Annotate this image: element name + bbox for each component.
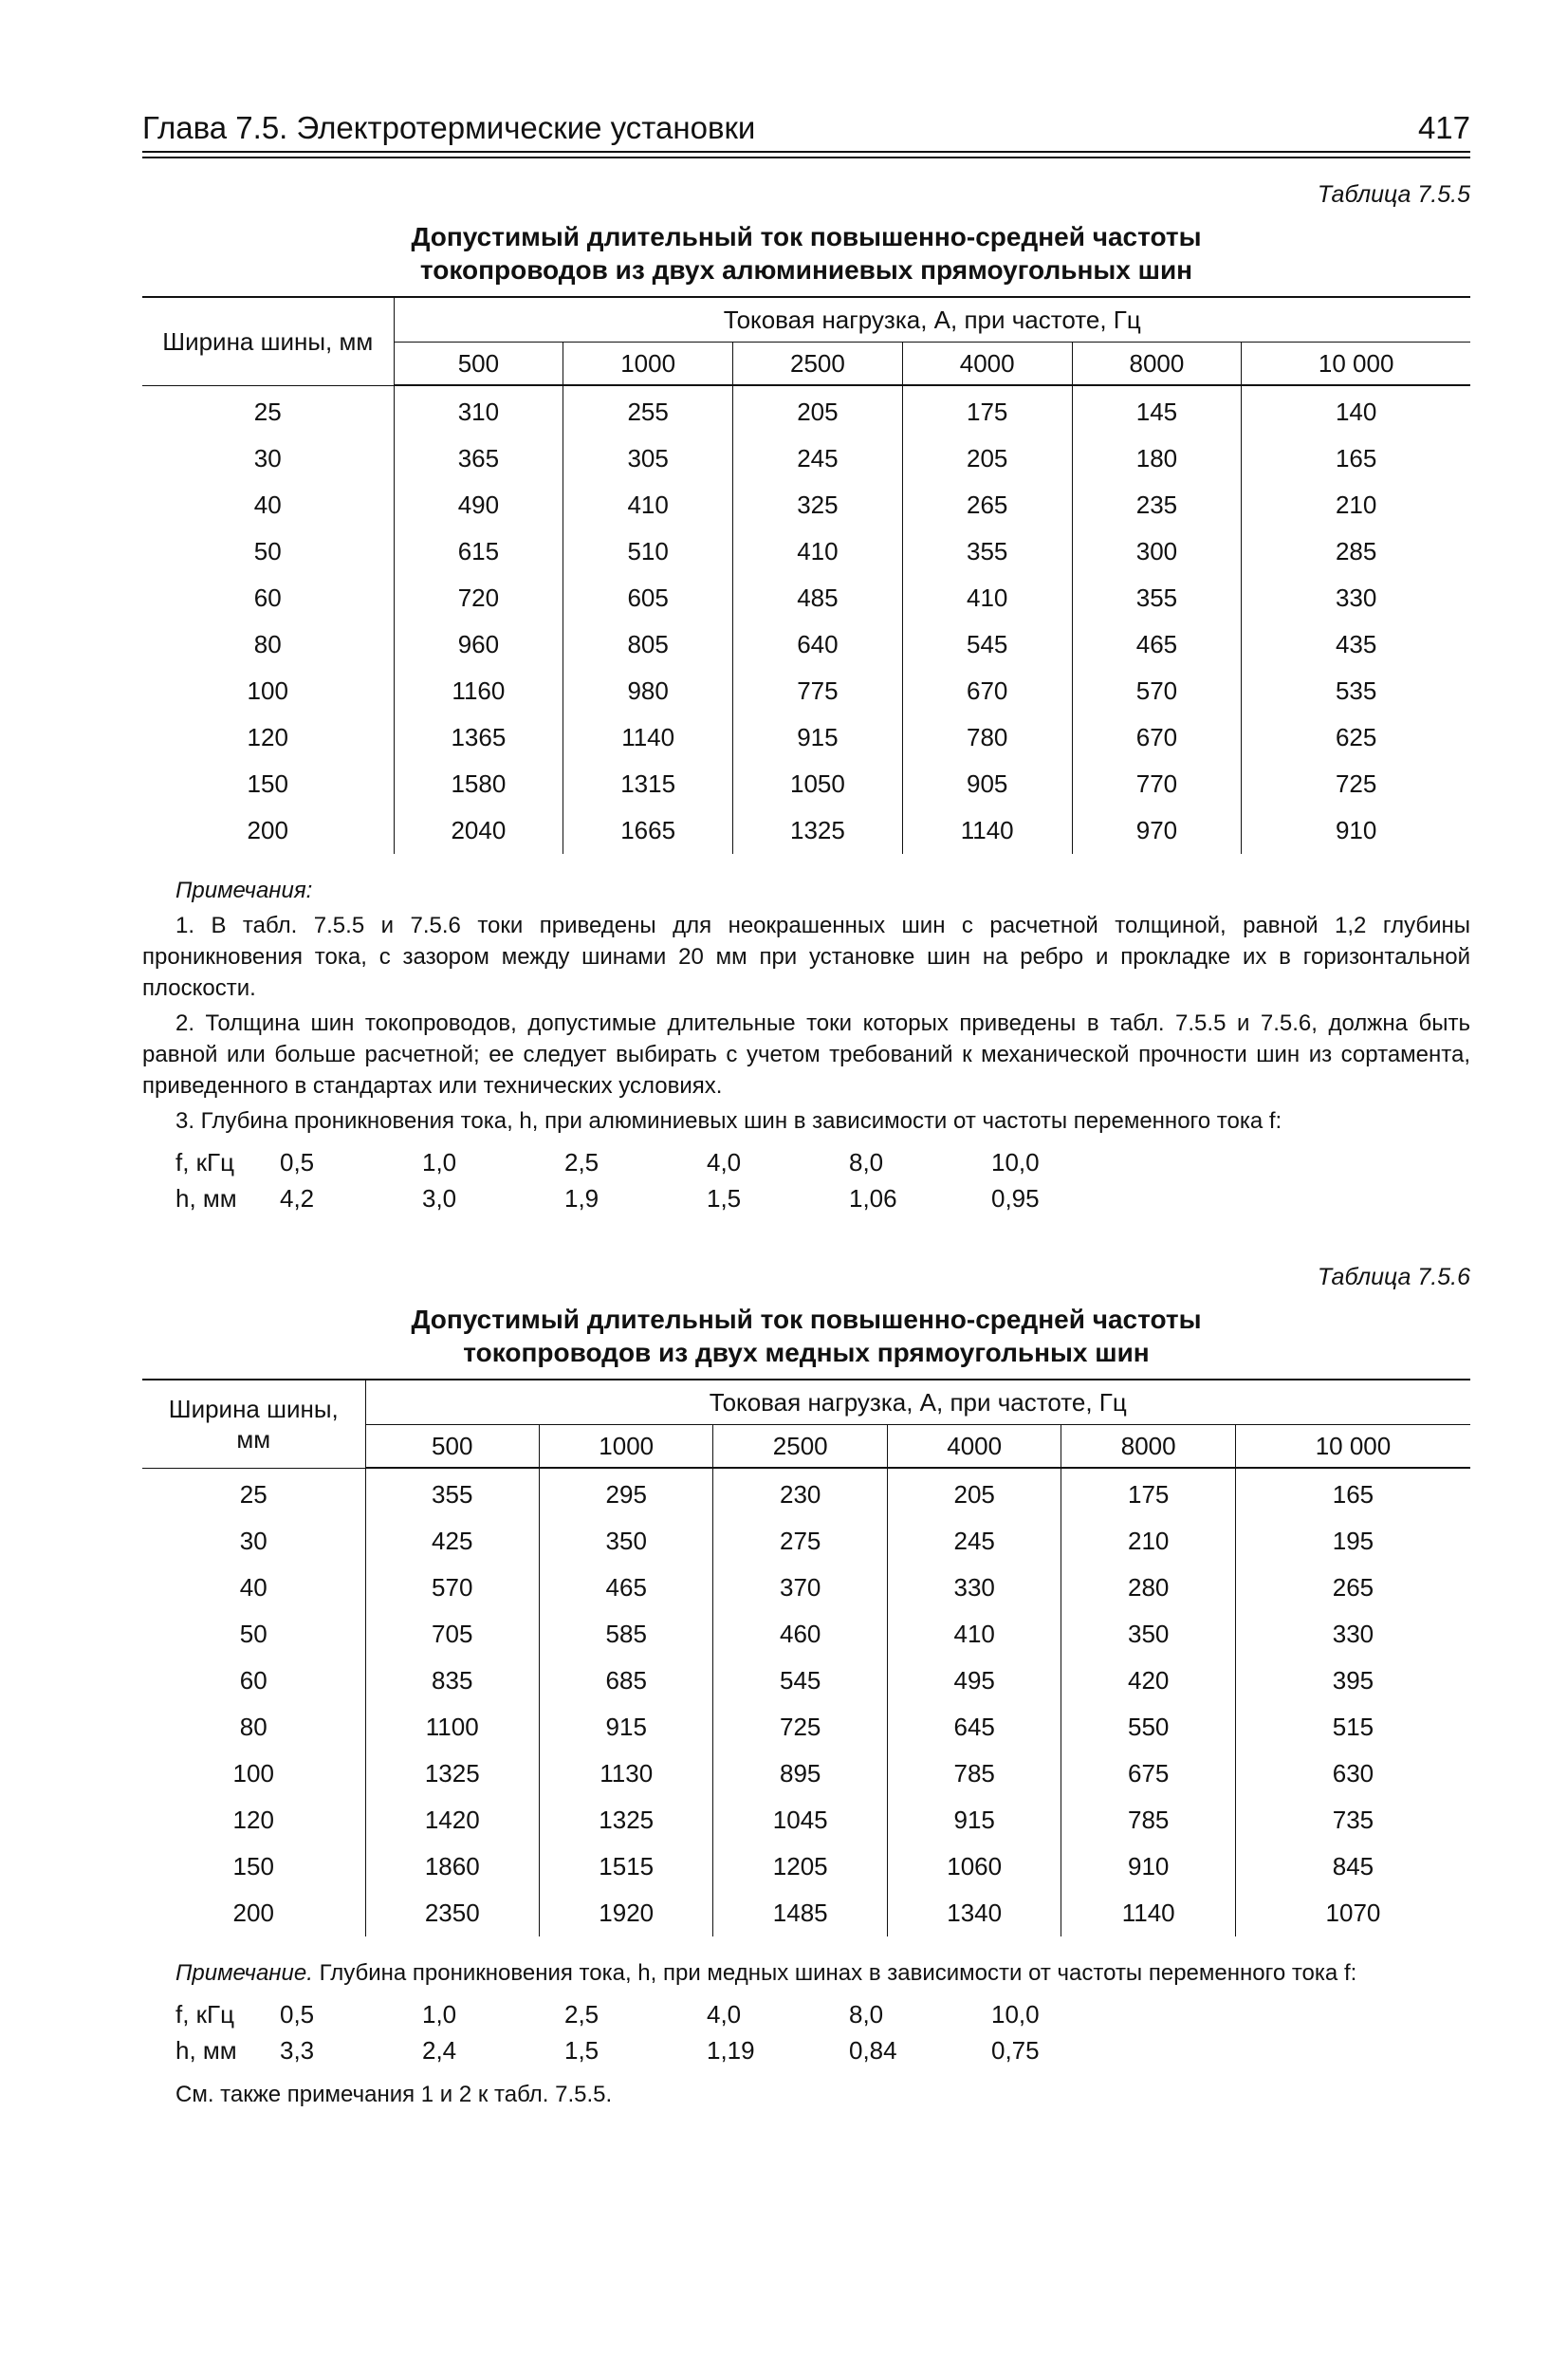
depth-label: f, кГц — [175, 1147, 235, 1176]
depth-value: 2,5 — [564, 1147, 600, 1176]
depth-label: h, мм — [175, 1183, 237, 1213]
current-cell: 970 — [1072, 807, 1242, 854]
width-cell: 60 — [142, 1658, 365, 1704]
table-row — [142, 1468, 1470, 1518]
current-cell: 495 — [887, 1658, 1061, 1704]
current-cell: 675 — [1061, 1751, 1235, 1797]
current-cell: 770 — [1072, 761, 1242, 807]
current-cell: 2040 — [394, 807, 563, 854]
current-cell: 835 — [365, 1658, 539, 1704]
depth-value: 0,95 — [991, 1183, 1040, 1213]
current-cell: 330 — [887, 1565, 1061, 1611]
width-cell: 50 — [142, 1611, 365, 1658]
depth-row-depth — [175, 2032, 1134, 2068]
notes-heading: Примечания: — [175, 878, 313, 903]
table-row — [142, 668, 1470, 714]
current-cell: 355 — [365, 1468, 539, 1518]
depth-value: 0,75 — [991, 2035, 1040, 2065]
depth-value: 0,5 — [280, 1147, 315, 1176]
table-row — [142, 1890, 1470, 1936]
width-cell: 80 — [142, 1704, 365, 1751]
current-cell: 980 — [563, 668, 733, 714]
current-cell: 1665 — [563, 807, 733, 854]
current-cell: 425 — [365, 1518, 539, 1565]
table-row — [142, 1658, 1470, 1704]
current-cell: 165 — [1332, 1480, 1374, 1509]
current-cell: 485 — [733, 575, 903, 621]
current-cell: 1325 — [539, 1797, 712, 1843]
frequency-header: 4000 — [902, 343, 1072, 386]
current-cell: 465 — [539, 1565, 712, 1611]
current-cell: 1130 — [539, 1751, 712, 1797]
table-row — [142, 621, 1470, 668]
table-row — [142, 714, 1470, 761]
current-cell: 845 — [1332, 1852, 1374, 1881]
current-cell: 1140 — [563, 714, 733, 761]
depth-value: 2,4 — [422, 2035, 457, 2065]
current-cell: 350 — [1061, 1611, 1235, 1658]
page-number: 417 — [1417, 110, 1470, 145]
depth-value: 3,0 — [422, 1183, 457, 1213]
current-cell: 1160 — [394, 668, 563, 714]
current-cell: 245 — [733, 435, 903, 482]
table-row — [142, 528, 1470, 575]
depth-value: 0,84 — [849, 2035, 897, 2065]
current-cell: 265 — [1332, 1573, 1374, 1602]
current-cell: 805 — [563, 621, 733, 668]
current-cell: 645 — [887, 1704, 1061, 1751]
depth-value: 1,0 — [422, 1999, 457, 2029]
current-cell: 775 — [733, 668, 903, 714]
current-cell: 545 — [902, 621, 1072, 668]
width-cell: 80 — [142, 621, 394, 668]
frequency-header: 2500 — [713, 1425, 887, 1469]
current-cell: 210 — [1335, 491, 1377, 519]
depth-label: h, мм — [175, 2035, 237, 2065]
current-cell: 410 — [733, 528, 903, 575]
depth-value: 1,06 — [849, 1183, 897, 1213]
table-row — [142, 1565, 1470, 1611]
table-row — [142, 1518, 1470, 1565]
current-cell: 670 — [902, 668, 1072, 714]
current-cell: 910 — [1061, 1843, 1235, 1890]
table-title — [142, 1303, 1470, 1369]
current-cell: 1050 — [733, 761, 903, 807]
width-column-header: Ширина шины, мм — [142, 1380, 365, 1468]
current-cell: 905 — [902, 761, 1072, 807]
table-row — [142, 1751, 1470, 1797]
current-cell: 175 — [1061, 1468, 1235, 1518]
current-cell: 355 — [902, 528, 1072, 575]
current-cell: 330 — [1335, 584, 1377, 612]
width-cell: 120 — [142, 714, 394, 761]
current-cell: 640 — [733, 621, 903, 668]
header-rule — [142, 151, 1470, 153]
width-cell: 100 — [142, 1751, 365, 1797]
depth-table-aluminium — [175, 1144, 1134, 1216]
current-cell: 165 — [1335, 444, 1377, 472]
current-cell: 1140 — [902, 807, 1072, 854]
current-cell: 720 — [394, 575, 563, 621]
current-cell: 515 — [1332, 1713, 1374, 1741]
current-cell: 915 — [539, 1704, 712, 1751]
current-cell: 235 — [1072, 482, 1242, 528]
book-page — [142, 109, 1470, 2108]
current-cell: 205 — [887, 1468, 1061, 1518]
current-cell: 1045 — [713, 1797, 887, 1843]
aluminium-current-table — [142, 296, 1470, 854]
depth-value: 8,0 — [849, 1999, 884, 2029]
table-title-line: токопроводов из двух медных прямоугольных шин — [463, 1338, 1150, 1367]
current-cell: 725 — [1335, 769, 1377, 798]
current-cell: 175 — [902, 385, 1072, 435]
depth-value: 1,5 — [707, 1183, 742, 1213]
current-cell: 785 — [1061, 1797, 1235, 1843]
current-cell: 435 — [1335, 630, 1377, 658]
note-copper — [175, 1957, 1470, 1989]
note-1: 1. В табл. 7.5.5 и 7.5.6 токи приведены для неокрашенных шин с расчетной толщиной, равной 1,2 глубины проникновения тока, с зазором между шинами 20 мм при установке шин на ребро и прокладке их в горизонтальной плоскости. — [142, 913, 1470, 1001]
depth-table-copper — [175, 1996, 1134, 2068]
depth-value: 4,0 — [707, 1147, 742, 1176]
depth-value: 0,5 — [280, 1999, 315, 2029]
frequency-header: 500 — [365, 1425, 539, 1469]
current-cell: 535 — [1335, 676, 1377, 705]
frequency-header: 4000 — [887, 1425, 1061, 1469]
table-row — [142, 1843, 1470, 1890]
width-cell: 60 — [142, 575, 394, 621]
current-cell: 1485 — [713, 1890, 887, 1936]
width-cell: 50 — [142, 528, 394, 575]
current-cell: 1140 — [1061, 1890, 1235, 1936]
current-cell: 570 — [1072, 668, 1242, 714]
depth-label: f, кГц — [175, 1999, 235, 2029]
current-cell: 585 — [539, 1611, 712, 1658]
current-cell: 630 — [1332, 1759, 1374, 1788]
depth-row-frequency — [175, 1996, 1134, 2032]
table-row — [142, 1704, 1470, 1751]
current-cell: 1365 — [394, 714, 563, 761]
depth-value: 1,5 — [564, 2035, 600, 2065]
width-column-header: Ширина шины, мм — [142, 297, 394, 385]
current-cell: 265 — [902, 482, 1072, 528]
width-cell: 100 — [142, 668, 394, 714]
current-cell: 1420 — [365, 1797, 539, 1843]
load-column-header: Токовая нагрузка, А, при частоте, Гц — [394, 297, 1470, 343]
current-cell: 140 — [1335, 398, 1377, 426]
current-cell: 465 — [1072, 621, 1242, 668]
current-cell: 410 — [902, 575, 1072, 621]
current-cell: 1060 — [887, 1843, 1061, 1890]
notes-heading: Примечание. — [175, 1960, 313, 1986]
table-row — [142, 761, 1470, 807]
current-cell: 785 — [887, 1751, 1061, 1797]
current-cell: 1580 — [394, 761, 563, 807]
current-cell: 410 — [563, 482, 733, 528]
width-cell: 150 — [142, 1843, 365, 1890]
current-cell: 205 — [902, 435, 1072, 482]
table-title-line: Допустимый длительный ток повышенно-средней частоты — [411, 222, 1202, 251]
current-cell: 310 — [394, 385, 563, 435]
current-cell: 2350 — [365, 1890, 539, 1936]
depth-value: 1,9 — [564, 1183, 600, 1213]
current-cell: 145 — [1072, 385, 1242, 435]
table-row — [142, 482, 1470, 528]
current-cell: 210 — [1061, 1518, 1235, 1565]
table-row — [142, 807, 1470, 854]
depth-value: 10,0 — [991, 1147, 1040, 1176]
current-cell: 245 — [887, 1518, 1061, 1565]
table-row — [142, 1611, 1470, 1658]
width-cell: 150 — [142, 761, 394, 807]
current-cell: 910 — [1335, 816, 1377, 844]
current-cell: 300 — [1072, 528, 1242, 575]
current-cell: 1100 — [365, 1704, 539, 1751]
current-cell: 275 — [713, 1518, 887, 1565]
width-cell: 200 — [142, 1890, 365, 1936]
depth-value: 1,19 — [707, 2035, 755, 2065]
width-cell: 40 — [142, 1565, 365, 1611]
current-cell: 205 — [733, 385, 903, 435]
current-cell: 725 — [713, 1704, 887, 1751]
current-cell: 410 — [887, 1611, 1061, 1658]
table-title-line: Допустимый длительный ток повышенно-средней частоты — [411, 1305, 1202, 1334]
width-cell: 30 — [142, 435, 394, 482]
current-cell: 1315 — [563, 761, 733, 807]
current-cell: 960 — [394, 621, 563, 668]
current-cell: 1325 — [733, 807, 903, 854]
current-cell: 615 — [394, 528, 563, 575]
depth-value: 2,5 — [564, 1999, 600, 2029]
current-cell: 570 — [365, 1565, 539, 1611]
table-row — [142, 1797, 1470, 1843]
frequency-header: 10 000 — [1242, 343, 1470, 386]
notes-aluminium — [142, 875, 1470, 1137]
depth-value: 8,0 — [849, 1147, 884, 1176]
width-cell: 120 — [142, 1797, 365, 1843]
current-cell: 230 — [713, 1468, 887, 1518]
depth-value: 4,2 — [280, 1183, 315, 1213]
running-head — [142, 109, 1470, 151]
current-cell: 915 — [733, 714, 903, 761]
frequency-header: 8000 — [1061, 1425, 1235, 1469]
current-cell: 545 — [713, 1658, 887, 1704]
current-cell: 195 — [1332, 1527, 1374, 1555]
current-cell: 705 — [365, 1611, 539, 1658]
current-cell: 510 — [563, 528, 733, 575]
current-cell: 1070 — [1325, 1899, 1381, 1927]
depth-row-frequency — [175, 1144, 1134, 1180]
depth-value: 1,0 — [422, 1147, 457, 1176]
frequency-header: 1000 — [539, 1425, 712, 1469]
copper-current-table — [142, 1379, 1470, 1936]
current-cell: 685 — [539, 1658, 712, 1704]
frequency-header: 500 — [394, 343, 563, 386]
width-cell: 40 — [142, 482, 394, 528]
width-cell: 200 — [142, 807, 394, 854]
current-cell: 305 — [563, 435, 733, 482]
current-cell: 605 — [563, 575, 733, 621]
current-cell: 420 — [1061, 1658, 1235, 1704]
table-label: Таблица 7.5.6 — [1317, 1264, 1470, 1290]
width-cell: 30 — [142, 1518, 365, 1565]
frequency-header: 1000 — [563, 343, 733, 386]
note-text: Глубина проникновения тока, h, при медных шинах в зависимости от частоты переменного тока f: — [319, 1960, 1357, 1986]
current-cell: 490 — [394, 482, 563, 528]
note-3: 3. Глубина проникновения тока, h, при алюминиевых шин в зависимости от частоты переменного тока f: — [175, 1108, 1282, 1134]
header-rule — [142, 157, 1470, 158]
current-cell: 1205 — [713, 1843, 887, 1890]
width-cell: 25 — [142, 385, 394, 435]
load-column-header: Токовая нагрузка, А, при частоте, Гц — [365, 1380, 1470, 1425]
current-cell: 735 — [1332, 1806, 1374, 1834]
current-cell: 1860 — [365, 1843, 539, 1890]
current-cell: 255 — [563, 385, 733, 435]
frequency-header: 2500 — [733, 343, 903, 386]
current-cell: 895 — [713, 1751, 887, 1797]
notes-copper — [142, 1957, 1470, 1989]
table-title-line: токопроводов из двух алюминиевых прямоугольных шин — [419, 255, 1193, 285]
current-cell: 460 — [713, 1611, 887, 1658]
current-cell: 370 — [713, 1565, 887, 1611]
current-cell: 1515 — [539, 1843, 712, 1890]
current-cell: 325 — [733, 482, 903, 528]
current-cell: 1325 — [365, 1751, 539, 1797]
current-cell: 365 — [394, 435, 563, 482]
depth-value: 10,0 — [991, 1999, 1040, 2029]
current-cell: 780 — [902, 714, 1072, 761]
current-cell: 625 — [1335, 723, 1377, 751]
table-row — [142, 575, 1470, 621]
current-cell: 350 — [539, 1518, 712, 1565]
see-also-note: См. также примечания 1 и 2 к табл. 7.5.5. — [175, 2082, 613, 2107]
current-cell: 395 — [1332, 1666, 1374, 1695]
current-cell: 670 — [1072, 714, 1242, 761]
table-row — [142, 385, 1470, 435]
current-cell: 295 — [539, 1468, 712, 1518]
current-cell: 550 — [1061, 1704, 1235, 1751]
note-2: 2. Толщина шин токопроводов, допустимые длительные токи которых приведены в табл. 7.5.5 и 7.5.6, должна быть равной или больше расчетной; ее следует выбирать с учетом требований к механической прочности шин из сортамента, приведенного в стандартах или технических условиях. — [142, 1010, 1470, 1099]
frequency-header: 8000 — [1072, 343, 1242, 386]
current-cell: 280 — [1061, 1565, 1235, 1611]
current-cell: 915 — [887, 1797, 1061, 1843]
current-cell: 1340 — [887, 1890, 1061, 1936]
width-cell: 25 — [142, 1468, 365, 1518]
current-cell: 285 — [1335, 537, 1377, 565]
chapter-title: Глава 7.5. Электротермические установки — [142, 110, 756, 145]
table-label: Таблица 7.5.5 — [1317, 181, 1470, 208]
current-cell: 1920 — [539, 1890, 712, 1936]
current-cell: 180 — [1072, 435, 1242, 482]
table-title — [142, 220, 1470, 287]
frequency-header: 10 000 — [1235, 1425, 1470, 1469]
depth-value: 4,0 — [707, 1999, 742, 2029]
current-cell: 330 — [1332, 1620, 1374, 1648]
current-cell: 355 — [1072, 575, 1242, 621]
depth-value: 3,3 — [280, 2035, 315, 2065]
depth-row-depth — [175, 1180, 1134, 1216]
table-row — [142, 435, 1470, 482]
